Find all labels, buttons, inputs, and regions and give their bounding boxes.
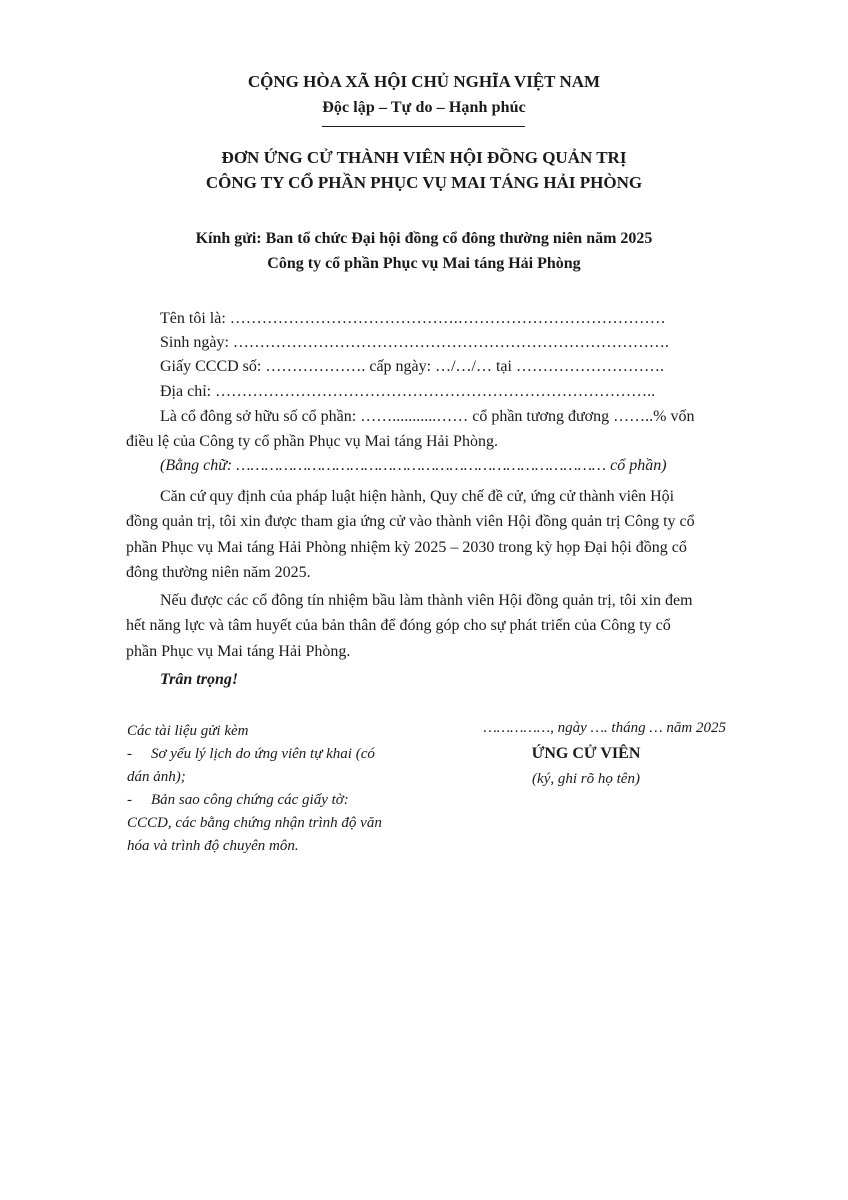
attachments-heading: Các tài liệu gửi kèm xyxy=(127,723,249,739)
field-shares-line-2: điều lệ của Công ty cổ phần Phục vụ Mai táng Hải Phòng. xyxy=(126,433,498,450)
attachment-copies-line-3: hóa và trình độ chuyên môn. xyxy=(127,838,299,854)
form-title-line-1: ĐƠN ỨNG CỬ THÀNH VIÊN HỘI ĐỒNG QUẢN TRỊ xyxy=(221,148,627,167)
field-shares-line-1: Là cổ đông sở hữu số cổ phần: ……...........…… cổ phần tương đương ……..% vốn xyxy=(160,408,695,425)
recipient-line-1: Kính gửi: Ban tổ chức Đại hội đồng cổ đông thường niên năm 2025 xyxy=(195,230,653,247)
attachment-copies-line-1: Bản sao công chứng các giấy tờ: xyxy=(151,792,349,808)
paragraph-2-line-2: hết năng lực và tâm huyết của bản thân để đóng góp cho sự phát triển của Công ty cổ xyxy=(126,617,671,634)
paragraph-1-line-2: đồng quản trị, tôi xin được tham gia ứng cử vào thành viên Hội đồng quản trị Công ty cổ xyxy=(126,513,695,530)
list-dash: - xyxy=(127,792,132,808)
paragraph-2-line-3: phần Phục vụ Mai táng Hải Phòng. xyxy=(126,643,351,660)
paragraph-1-line-4: đông thường niên năm 2025. xyxy=(126,564,311,581)
field-id-card: Giấy CCCD số: ………………. cấp ngày: …/…/… tại ………………………. xyxy=(160,358,664,375)
field-full-name: Tên tôi là: …………………………………….………………………………… xyxy=(160,310,666,327)
national-motto: Độc lập – Tự do – Hạnh phúc xyxy=(322,99,526,116)
country-name: CỘNG HÒA XÃ HỘI CHỦ NGHĨA VIỆT NAM xyxy=(247,72,601,91)
closing-greeting: Trân trọng! xyxy=(160,671,239,688)
attachment-cv-line-2: dán ảnh); xyxy=(127,769,186,785)
attachment-item-cv xyxy=(127,743,417,789)
paragraph-2-line-1: Nếu được các cổ đông tín nhiệm bầu làm thành viên Hội đồng quản trị, tôi xin đem xyxy=(160,592,693,609)
signature-date: ……………, ngày …. tháng … năm 2025 xyxy=(483,720,726,736)
motto-underline xyxy=(322,126,525,127)
form-title-line-2: CÔNG TY CỔ PHẦN PHỤC VỤ MAI TÁNG HẢI PHÒNG xyxy=(205,173,643,192)
attachment-item-copies xyxy=(127,789,417,858)
paragraph-1-line-1: Căn cứ quy định của pháp luật hiện hành, Quy chế đề cử, ứng cử thành viên Hội xyxy=(160,488,675,505)
attachment-copies-line-2: CCCD, các bằng chứng nhận trình độ văn xyxy=(127,815,382,831)
signature-role: ỨNG CỬ VIÊN xyxy=(531,745,641,762)
attachment-cv-line-1: Sơ yếu lý lịch do ứng viên tự khai (có xyxy=(151,746,375,762)
field-shares-in-words: (Bằng chữ: …………………………………………………………………… cổ phần) xyxy=(160,457,667,474)
recipient-line-2: Công ty cổ phần Phục vụ Mai táng Hải Phòng xyxy=(267,255,581,272)
paragraph-1-line-3: phần Phục vụ Mai táng Hải Phòng nhiệm kỳ 2025 – 2030 trong kỳ họp Đại hội đồng cổ xyxy=(126,539,687,556)
attachments-section xyxy=(127,720,417,858)
list-dash: - xyxy=(127,746,132,762)
field-date-of-birth: Sinh ngày: ………………………………………………………………………. xyxy=(160,334,669,351)
field-address: Địa chỉ: ……………………………………………………………………….. xyxy=(160,383,656,400)
signature-instruction: (ký, ghi rõ họ tên) xyxy=(532,771,640,787)
